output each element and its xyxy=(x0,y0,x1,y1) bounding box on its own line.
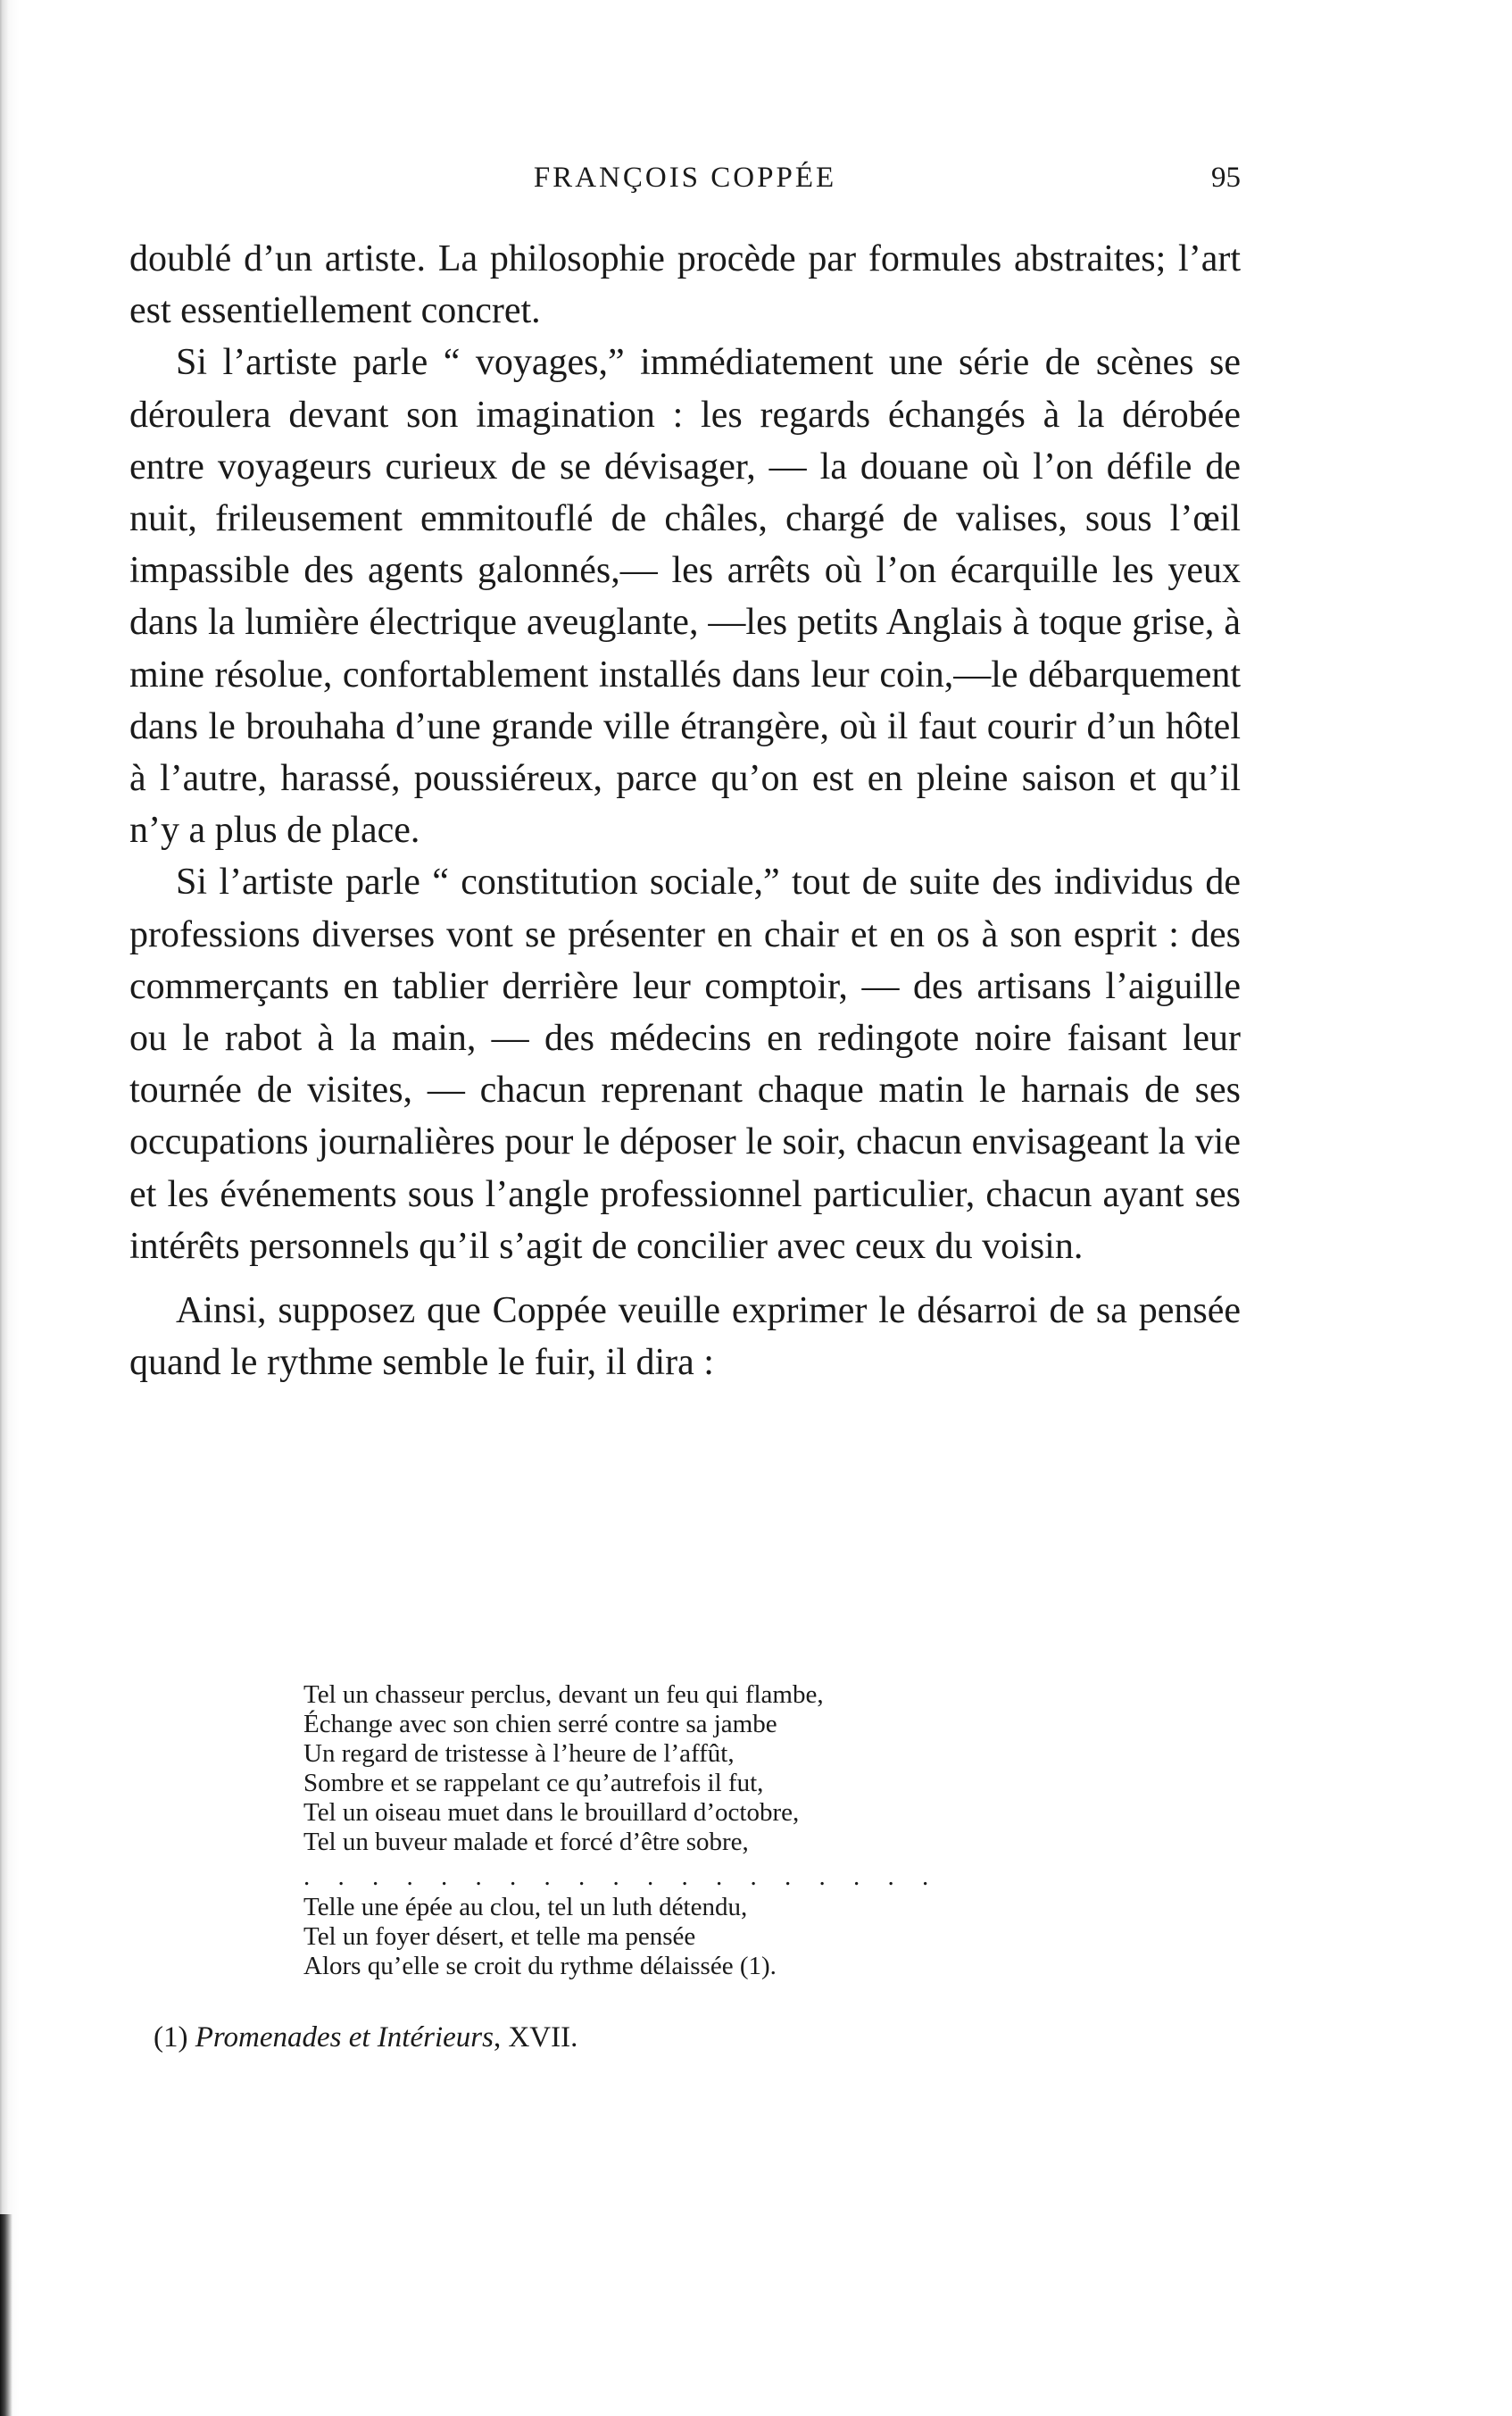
verse-line: Sombre et se rappelant ce qu’autrefois il fut, xyxy=(303,1769,764,1797)
verse-quotation xyxy=(303,1680,1035,1981)
paragraph: Si l’artiste parle “ voyages,” immédiatement une série de scènes se déroulera devant son imagination : les regards échangés à la dérobée entre voyageurs curieux de se dévisager, — la douane où l’on défile de nuit, frileusement emmitouflé de châles, chargé de valises, sous l’œil impassible des agents galonnés,— les arrêts où l’on écarquille les yeux dans la lumière électrique aveuglante, —les petits Anglais à toque grise, à mine résolue, confortablement installés dans leur coin,—le débarquement dans le brouhaha d’une grande ville étrangère, où il faut courir d’un hôtel à l’autre, harassé, poussiéreux, parce qu’on est en pleine saison et qu’il n’y a plus de place. xyxy=(129,342,1241,852)
verse-line: Tel un chasseur perclus, devant un feu qui flambe, xyxy=(303,1680,824,1709)
verse-line: Un regard de tristesse à l’heure de l’affût, xyxy=(303,1739,735,1768)
verse-line: Tel un buveur malade et forcé d’être sobre, xyxy=(303,1828,749,1856)
paragraph: doublé d’un artiste. La philosophie procède par formules abstraites; l’art est essentiellement concret. xyxy=(129,238,1241,332)
footnote-marker: (1) xyxy=(154,2021,188,2054)
running-head: FRANÇOIS COPPÉE xyxy=(533,162,837,194)
verse-line: Échange avec son chien serré contre sa jambe xyxy=(303,1710,777,1738)
page-binding-shadow xyxy=(0,0,20,2416)
footnote-title: Promenades et Intérieurs xyxy=(195,2021,494,2054)
page-number: 95 xyxy=(1211,162,1241,194)
body-text xyxy=(129,233,1241,1388)
verse-line: Telle une épée au clou, tel un luth détendu, xyxy=(303,1893,748,1921)
verse-line: Tel un foyer désert, et telle ma pensée xyxy=(303,1922,696,1951)
verse-line: Tel un oiseau muet dans le brouillard d’octobre, xyxy=(303,1798,800,1827)
footnote-reference: , XVII. xyxy=(493,2021,578,2054)
page-header xyxy=(129,155,1241,200)
paragraph: Ainsi, supposez que Coppée veuille exprimer le désarroi de sa pensée quand le rythme semble le fuir, il dira : xyxy=(129,1290,1241,1384)
footnote xyxy=(154,2020,577,2055)
verse-line: Alors qu’elle se croit du rythme délaissée (1). xyxy=(303,1952,777,1980)
page-edge-dark-mark xyxy=(0,2214,12,2416)
verse-ellipsis: . . . . . . . . . . . . . . . . . . . xyxy=(303,1862,940,1891)
paragraph: Si l’artiste parle “ constitution sociale,” tout de suite des individus de professions diverses vont se présenter en chair et en os à son esprit : des commerçants en tablier derrière leur comptoir, — des artisans l’aiguille ou le rabot à la main, — des médecins en redingote noire faisant leur tournée de visites, — chacun reprenant chaque matin le harnais de ses occupations journalières pour le déposer le soir, chacun envisageant la vie et les événements sous l’angle professionnel particulier, chacun ayant ses intérêts personnels qu’il s’agit de concilier avec ceux du voisin. xyxy=(129,862,1241,1267)
